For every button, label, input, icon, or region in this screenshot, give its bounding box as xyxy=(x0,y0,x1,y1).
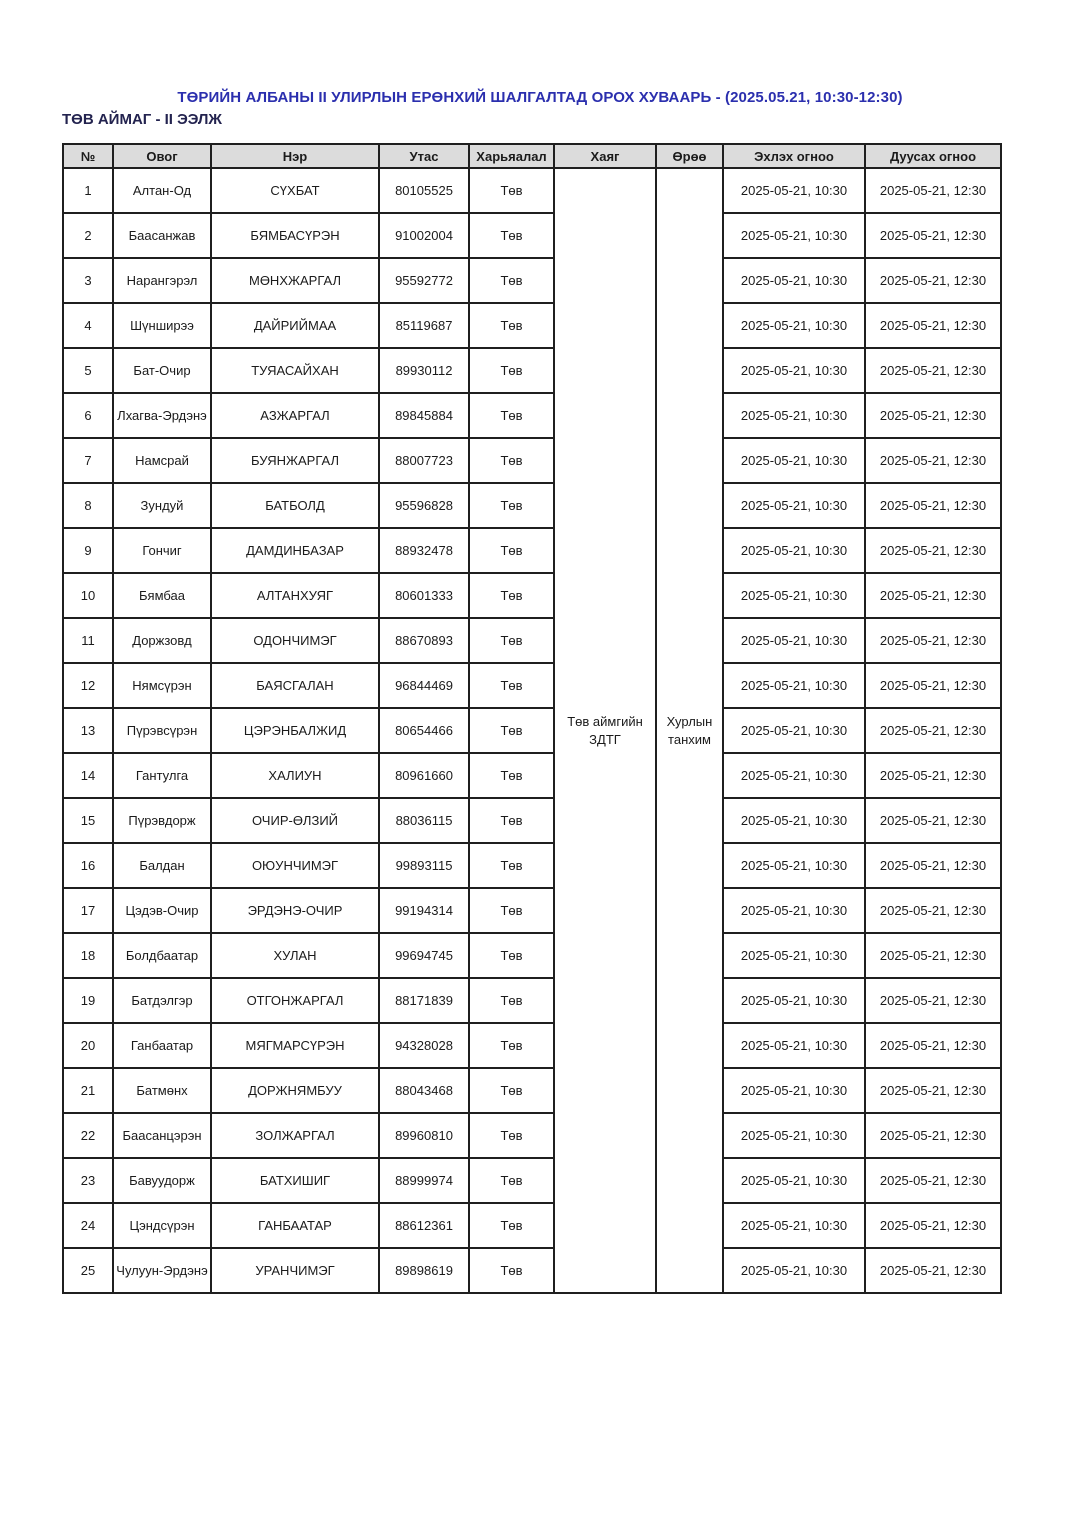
cell-affiliation: Төв xyxy=(469,978,554,1023)
table-row xyxy=(63,438,1001,483)
cell-affiliation: Төв xyxy=(469,1113,554,1158)
cell-start-date: 2025-05-21, 10:30 xyxy=(723,303,865,348)
cell-surname: Баасанцэрэн xyxy=(113,1113,211,1158)
cell-name: БЯМБАСҮРЭН xyxy=(211,213,379,258)
table-row xyxy=(63,573,1001,618)
cell-affiliation: Төв xyxy=(469,573,554,618)
cell-affiliation: Төв xyxy=(469,1068,554,1113)
cell-name: УРАНЧИМЭГ xyxy=(211,1248,379,1293)
table-row xyxy=(63,753,1001,798)
cell-surname: Бавуудорж xyxy=(113,1158,211,1203)
cell-affiliation: Төв xyxy=(469,1158,554,1203)
cell-start-date: 2025-05-21, 10:30 xyxy=(723,618,865,663)
cell-name: БАТХИШИГ xyxy=(211,1158,379,1203)
cell-end-date: 2025-05-21, 12:30 xyxy=(865,168,1001,213)
cell-name: ОТГОНЖАРГАЛ xyxy=(211,978,379,1023)
cell-name: ХАЛИУН xyxy=(211,753,379,798)
cell-name: ОДОНЧИМЭГ xyxy=(211,618,379,663)
cell-end-date: 2025-05-21, 12:30 xyxy=(865,1068,1001,1113)
cell-no: 12 xyxy=(63,663,113,708)
cell-end-date: 2025-05-21, 12:30 xyxy=(865,528,1001,573)
cell-start-date: 2025-05-21, 10:30 xyxy=(723,1248,865,1293)
cell-no: 22 xyxy=(63,1113,113,1158)
table-row xyxy=(63,1113,1001,1158)
cell-phone: 80601333 xyxy=(379,573,469,618)
cell-no: 7 xyxy=(63,438,113,483)
cell-no: 16 xyxy=(63,843,113,888)
cell-no: 9 xyxy=(63,528,113,573)
cell-end-date: 2025-05-21, 12:30 xyxy=(865,1203,1001,1248)
cell-start-date: 2025-05-21, 10:30 xyxy=(723,573,865,618)
cell-no: 15 xyxy=(63,798,113,843)
cell-surname: Алтан-Од xyxy=(113,168,211,213)
cell-end-date: 2025-05-21, 12:30 xyxy=(865,1248,1001,1293)
cell-surname: Зундуй xyxy=(113,483,211,528)
header-affiliation: Харьяалал xyxy=(469,144,554,168)
header-no: № xyxy=(63,144,113,168)
cell-no: 25 xyxy=(63,1248,113,1293)
cell-affiliation: Төв xyxy=(469,258,554,303)
cell-start-date: 2025-05-21, 10:30 xyxy=(723,528,865,573)
cell-affiliation: Төв xyxy=(469,798,554,843)
cell-start-date: 2025-05-21, 10:30 xyxy=(723,213,865,258)
cell-start-date: 2025-05-21, 10:30 xyxy=(723,348,865,393)
cell-start-date: 2025-05-21, 10:30 xyxy=(723,663,865,708)
cell-phone: 80654466 xyxy=(379,708,469,753)
table-row xyxy=(63,888,1001,933)
cell-end-date: 2025-05-21, 12:30 xyxy=(865,798,1001,843)
cell-phone: 88670893 xyxy=(379,618,469,663)
cell-start-date: 2025-05-21, 10:30 xyxy=(723,1113,865,1158)
cell-no: 3 xyxy=(63,258,113,303)
cell-end-date: 2025-05-21, 12:30 xyxy=(865,753,1001,798)
cell-start-date: 2025-05-21, 10:30 xyxy=(723,843,865,888)
cell-affiliation: Төв xyxy=(469,348,554,393)
cell-affiliation: Төв xyxy=(469,528,554,573)
cell-name: ЦЭРЭНБАЛЖИД xyxy=(211,708,379,753)
cell-surname: Доржзовд xyxy=(113,618,211,663)
cell-name: МЯГМАРСҮРЭН xyxy=(211,1023,379,1068)
cell-start-date: 2025-05-21, 10:30 xyxy=(723,1158,865,1203)
cell-start-date: 2025-05-21, 10:30 xyxy=(723,438,865,483)
cell-start-date: 2025-05-21, 10:30 xyxy=(723,483,865,528)
header-room: Өрөө xyxy=(656,144,723,168)
cell-name: ДАМДИНБАЗАР xyxy=(211,528,379,573)
cell-surname: Нямсүрэн xyxy=(113,663,211,708)
cell-phone: 85119687 xyxy=(379,303,469,348)
cell-end-date: 2025-05-21, 12:30 xyxy=(865,213,1001,258)
table-body xyxy=(63,168,1001,1293)
cell-surname: Лхагва-Эрдэнэ xyxy=(113,393,211,438)
cell-end-date: 2025-05-21, 12:30 xyxy=(865,978,1001,1023)
cell-end-date: 2025-05-21, 12:30 xyxy=(865,663,1001,708)
cell-phone: 88999974 xyxy=(379,1158,469,1203)
cell-name: ТУЯАСАЙХАН xyxy=(211,348,379,393)
cell-affiliation: Төв xyxy=(469,663,554,708)
cell-surname: Чулуун-Эрдэнэ xyxy=(113,1248,211,1293)
cell-no: 14 xyxy=(63,753,113,798)
header-address: Хаяг xyxy=(554,144,656,168)
header-name: Нэр xyxy=(211,144,379,168)
cell-phone: 88036115 xyxy=(379,798,469,843)
cell-affiliation: Төв xyxy=(469,618,554,663)
cell-name: ЭРДЭНЭ-ОЧИР xyxy=(211,888,379,933)
cell-phone: 89845884 xyxy=(379,393,469,438)
cell-no: 8 xyxy=(63,483,113,528)
cell-start-date: 2025-05-21, 10:30 xyxy=(723,888,865,933)
cell-name: БАЯСГАЛАН xyxy=(211,663,379,708)
cell-phone: 96844469 xyxy=(379,663,469,708)
cell-end-date: 2025-05-21, 12:30 xyxy=(865,438,1001,483)
cell-no: 20 xyxy=(63,1023,113,1068)
cell-phone: 89898619 xyxy=(379,1248,469,1293)
cell-name: БУЯНЖАРГАЛ xyxy=(211,438,379,483)
cell-affiliation: Төв xyxy=(469,1248,554,1293)
cell-surname: Бат-Очир xyxy=(113,348,211,393)
cell-name: ДАЙРИЙМАА xyxy=(211,303,379,348)
cell-name: МӨНХЖАРГАЛ xyxy=(211,258,379,303)
cell-name: ДОРЖНЯМБУУ xyxy=(211,1068,379,1113)
header-end: Дуусах огноо xyxy=(865,144,1001,168)
cell-affiliation: Төв xyxy=(469,1023,554,1068)
cell-affiliation: Төв xyxy=(469,393,554,438)
cell-end-date: 2025-05-21, 12:30 xyxy=(865,573,1001,618)
cell-no: 1 xyxy=(63,168,113,213)
cell-no: 13 xyxy=(63,708,113,753)
cell-name: ОЮУНЧИМЭГ xyxy=(211,843,379,888)
cell-phone: 94328028 xyxy=(379,1023,469,1068)
cell-no: 6 xyxy=(63,393,113,438)
cell-name: АЛТАНХУЯГ xyxy=(211,573,379,618)
cell-phone: 80105525 xyxy=(379,168,469,213)
cell-address-merged: Төв аймгийн ЗДТГ xyxy=(554,168,656,1293)
table-row xyxy=(63,978,1001,1023)
table-row xyxy=(63,1203,1001,1248)
cell-start-date: 2025-05-21, 10:30 xyxy=(723,393,865,438)
cell-affiliation: Төв xyxy=(469,1203,554,1248)
cell-start-date: 2025-05-21, 10:30 xyxy=(723,933,865,978)
cell-start-date: 2025-05-21, 10:30 xyxy=(723,708,865,753)
cell-no: 4 xyxy=(63,303,113,348)
cell-phone: 99694745 xyxy=(379,933,469,978)
cell-no: 23 xyxy=(63,1158,113,1203)
cell-start-date: 2025-05-21, 10:30 xyxy=(723,168,865,213)
cell-name: БАТБОЛД xyxy=(211,483,379,528)
cell-surname: Цэдэв-Очир xyxy=(113,888,211,933)
cell-surname: Намсрай xyxy=(113,438,211,483)
cell-affiliation: Төв xyxy=(469,708,554,753)
cell-start-date: 2025-05-21, 10:30 xyxy=(723,1068,865,1113)
page-title: ТӨРИЙН АЛБАНЫ II УЛИРЛЫН ЕРӨНХИЙ ШАЛГАЛТАД ОРОХ ХУВААРЬ - (2025.05.21, 10:30-12:30) xyxy=(177,89,903,106)
cell-affiliation: Төв xyxy=(469,168,554,213)
cell-end-date: 2025-05-21, 12:30 xyxy=(865,483,1001,528)
cell-surname: Ганбаатар xyxy=(113,1023,211,1068)
cell-surname: Пүрэвдорж xyxy=(113,798,211,843)
cell-surname: Цэндсүрэн xyxy=(113,1203,211,1248)
cell-end-date: 2025-05-21, 12:30 xyxy=(865,1023,1001,1068)
cell-name: ЗОЛЖАРГАЛ xyxy=(211,1113,379,1158)
table-row xyxy=(63,708,1001,753)
cell-phone: 89960810 xyxy=(379,1113,469,1158)
cell-phone: 80961660 xyxy=(379,753,469,798)
cell-name: ОЧИР-ӨЛЗИЙ xyxy=(211,798,379,843)
cell-no: 5 xyxy=(63,348,113,393)
cell-end-date: 2025-05-21, 12:30 xyxy=(865,618,1001,663)
cell-surname: Шүнширээ xyxy=(113,303,211,348)
cell-surname: Бямбаа xyxy=(113,573,211,618)
cell-surname: Гантулга xyxy=(113,753,211,798)
table-row xyxy=(63,798,1001,843)
table-row xyxy=(63,933,1001,978)
table-row xyxy=(63,258,1001,303)
cell-affiliation: Төв xyxy=(469,438,554,483)
cell-name: АЗЖАРГАЛ xyxy=(211,393,379,438)
cell-affiliation: Төв xyxy=(469,303,554,348)
cell-no: 2 xyxy=(63,213,113,258)
cell-surname: Батдэлгэр xyxy=(113,978,211,1023)
table-row xyxy=(63,528,1001,573)
cell-surname: Балдан xyxy=(113,843,211,888)
table-row xyxy=(63,1248,1001,1293)
cell-start-date: 2025-05-21, 10:30 xyxy=(723,1023,865,1068)
cell-end-date: 2025-05-21, 12:30 xyxy=(865,348,1001,393)
cell-start-date: 2025-05-21, 10:30 xyxy=(723,1203,865,1248)
cell-end-date: 2025-05-21, 12:30 xyxy=(865,393,1001,438)
exam-schedule-table xyxy=(62,143,1002,1294)
cell-start-date: 2025-05-21, 10:30 xyxy=(723,753,865,798)
cell-phone: 91002004 xyxy=(379,213,469,258)
cell-end-date: 2025-05-21, 12:30 xyxy=(865,708,1001,753)
cell-end-date: 2025-05-21, 12:30 xyxy=(865,888,1001,933)
cell-name: ГАНБААТАР xyxy=(211,1203,379,1248)
table-row xyxy=(63,843,1001,888)
cell-surname: Батмөнх xyxy=(113,1068,211,1113)
table-row xyxy=(63,1158,1001,1203)
cell-no: 17 xyxy=(63,888,113,933)
table-row xyxy=(63,348,1001,393)
cell-phone: 88007723 xyxy=(379,438,469,483)
table-row xyxy=(63,1023,1001,1068)
cell-phone: 99194314 xyxy=(379,888,469,933)
cell-end-date: 2025-05-21, 12:30 xyxy=(865,843,1001,888)
cell-end-date: 2025-05-21, 12:30 xyxy=(865,1158,1001,1203)
header-phone: Утас xyxy=(379,144,469,168)
header-row xyxy=(63,144,1001,168)
cell-affiliation: Төв xyxy=(469,933,554,978)
header-start: Эхлэх огноо xyxy=(723,144,865,168)
table-row xyxy=(63,663,1001,708)
cell-affiliation: Төв xyxy=(469,213,554,258)
cell-phone: 95596828 xyxy=(379,483,469,528)
cell-no: 21 xyxy=(63,1068,113,1113)
cell-room-merged: Хурлын танхим xyxy=(656,168,723,1293)
cell-start-date: 2025-05-21, 10:30 xyxy=(723,258,865,303)
cell-no: 10 xyxy=(63,573,113,618)
cell-surname: Пүрэвсүрэн xyxy=(113,708,211,753)
cell-start-date: 2025-05-21, 10:30 xyxy=(723,978,865,1023)
table-row xyxy=(63,483,1001,528)
cell-surname: Баасанжав xyxy=(113,213,211,258)
cell-phone: 88043468 xyxy=(379,1068,469,1113)
cell-surname: Болдбаатар xyxy=(113,933,211,978)
cell-phone: 99893115 xyxy=(379,843,469,888)
cell-start-date: 2025-05-21, 10:30 xyxy=(723,798,865,843)
cell-phone: 95592772 xyxy=(379,258,469,303)
cell-name: СҮХБАТ xyxy=(211,168,379,213)
cell-affiliation: Төв xyxy=(469,843,554,888)
cell-name: ХУЛАН xyxy=(211,933,379,978)
cell-phone: 88171839 xyxy=(379,978,469,1023)
cell-surname: Нарангэрэл xyxy=(113,258,211,303)
header-surname: Овог xyxy=(113,144,211,168)
table-row xyxy=(63,213,1001,258)
cell-phone: 88932478 xyxy=(379,528,469,573)
cell-phone: 88612361 xyxy=(379,1203,469,1248)
cell-affiliation: Төв xyxy=(469,888,554,933)
table-row xyxy=(63,1068,1001,1113)
table-row xyxy=(63,618,1001,663)
cell-affiliation: Төв xyxy=(469,753,554,798)
cell-surname: Гончиг xyxy=(113,528,211,573)
cell-no: 18 xyxy=(63,933,113,978)
cell-end-date: 2025-05-21, 12:30 xyxy=(865,258,1001,303)
table-row xyxy=(63,303,1001,348)
cell-end-date: 2025-05-21, 12:30 xyxy=(865,933,1001,978)
cell-no: 11 xyxy=(63,618,113,663)
cell-no: 19 xyxy=(63,978,113,1023)
cell-no: 24 xyxy=(63,1203,113,1248)
cell-end-date: 2025-05-21, 12:30 xyxy=(865,303,1001,348)
cell-end-date: 2025-05-21, 12:30 xyxy=(865,1113,1001,1158)
table-row xyxy=(63,168,1001,213)
page-subtitle: ТӨВ АЙМАГ - II ЭЭЛЖ xyxy=(62,111,222,128)
table-row xyxy=(63,393,1001,438)
cell-phone: 89930112 xyxy=(379,348,469,393)
cell-affiliation: Төв xyxy=(469,483,554,528)
